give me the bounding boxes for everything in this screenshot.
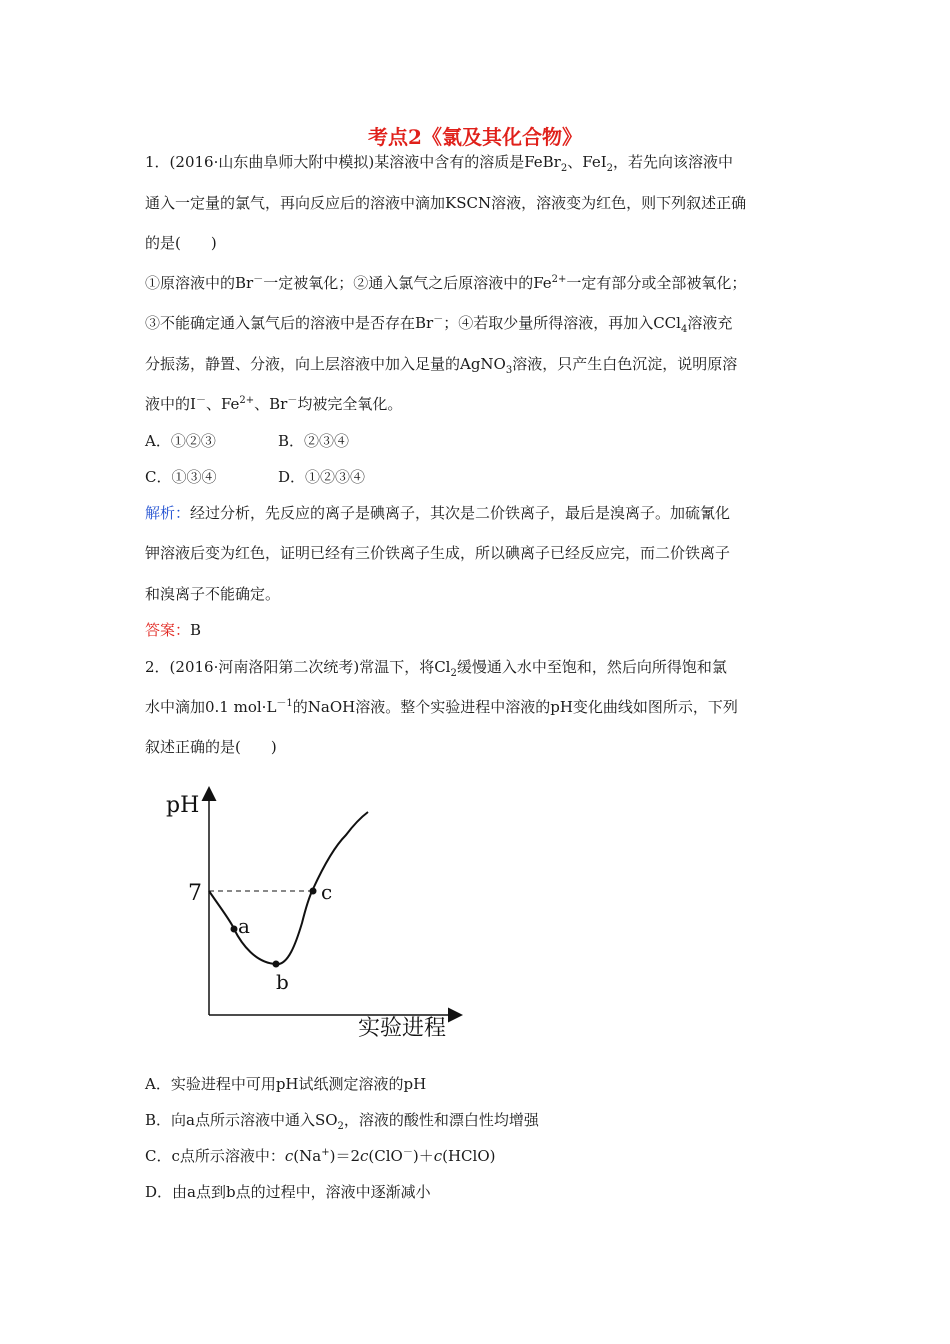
subscript: 4 — [680, 324, 688, 335]
q1-line-2: 通入一定量的氯气，再向反应后的溶液中滴加KSCN溶液，溶液变为红色，则下列叙述正确 — [145, 194, 747, 212]
q2-text: 水中滴加0.1 mol·L — [145, 698, 277, 716]
y-axis-label: pH — [166, 793, 200, 818]
q1-answer — [145, 620, 201, 640]
q1-text: 、Br — [254, 395, 288, 413]
italic-c: c — [284, 1147, 294, 1165]
q1-analysis-line-3: 和溴离子不能确定。 — [145, 585, 281, 603]
superscript: － — [253, 274, 264, 285]
superscript: 2+ — [551, 274, 567, 285]
q1-text: 、Fe — [205, 395, 240, 413]
superscript: － — [402, 1147, 413, 1158]
q1-text: ①原溶液中的Br — [145, 274, 254, 292]
q1-text: ③不能确定通入氯气后的溶液中是否存在Br — [145, 314, 434, 332]
q2-text: (ClO — [368, 1147, 403, 1165]
superscript: － — [433, 314, 444, 325]
q1-option-d: D．①②③④ — [278, 468, 366, 486]
q1-analysis-line-2: 钾溶液后变为红色，证明已经有三价铁离子生成，所以碘离子已经反应完，而二价铁离子 — [145, 544, 731, 562]
q2-option-d: D．由a点到b点的过程中，溶液中逐渐减小 — [145, 1183, 431, 1201]
q2-text: C．c点所示溶液中： — [145, 1147, 285, 1165]
q1-option-b: B．②③④ — [278, 432, 350, 450]
q1-text: 一定被氧化；②通入氯气之后原溶液中的Fe — [263, 274, 552, 292]
ph-curve — [209, 812, 368, 964]
q2-option-c — [145, 1146, 495, 1166]
q1-text: 均被完全氧化。 — [297, 395, 403, 413]
italic-c: c — [433, 1147, 443, 1165]
ph-curve-chart — [160, 775, 470, 1045]
point-c — [310, 888, 317, 895]
subscript: 3 — [505, 365, 513, 376]
q1-text: 1．(2016·山东曲阜师大附中模拟)某溶液中含有的溶质是FeBr — [145, 153, 561, 171]
superscript: －1 — [276, 698, 293, 709]
q2-text: )＝2 — [329, 1147, 361, 1165]
point-b-label: b — [276, 970, 289, 994]
q2-text: 缓慢通入水中至饱和，然后向所得饱和氯 — [456, 658, 727, 676]
q1-text: 一定有部分或全部被氧化； — [566, 274, 747, 292]
q1-line-4 — [145, 273, 746, 293]
q1-line-3: 的是( ) — [145, 234, 217, 252]
q2-line-3: 叙述正确的是( ) — [145, 738, 277, 756]
q2-text: (HClO) — [442, 1147, 496, 1165]
italic-c: c — [360, 1147, 369, 1165]
q2-text: )＋ — [412, 1147, 434, 1165]
point-a — [231, 926, 238, 933]
q1-line-1 — [145, 152, 733, 172]
analysis-label: 解析： — [145, 504, 191, 522]
point-c-label: c — [321, 880, 333, 904]
q2-option-a: A．实验进程中可用pH试纸测定溶液的pH — [145, 1075, 427, 1093]
q2-text: 2．(2016·河南洛阳第二次统考)常温下，将Cl — [145, 658, 451, 676]
q1-line-6 — [145, 354, 737, 374]
q2-text: (Na — [293, 1147, 322, 1165]
q2-option-b — [145, 1110, 539, 1130]
q2-line-1 — [145, 657, 727, 677]
reference-label: 7 — [188, 881, 202, 906]
subscript: 2 — [450, 668, 457, 679]
q2-line-2 — [145, 697, 738, 717]
q1-text: 液中的I — [145, 395, 196, 413]
page-title: 考点2《氯及其化合物》 — [368, 125, 582, 149]
analysis-text: 经过分析，先反应的离子是碘离子，其次是二价铁离子，最后是溴离子。加硫氰化 — [190, 504, 731, 522]
q1-analysis-line-1 — [145, 503, 730, 523]
subscript: 2 — [560, 163, 568, 174]
q2-text: ，溶液的酸性和漂白性均增强 — [343, 1111, 539, 1129]
q1-text: 溶液充 — [687, 314, 733, 332]
q1-text: 分振荡，静置、分液，向上层溶液中加入足量的AgNO — [145, 355, 506, 373]
q1-option-a: A．①②③ — [145, 432, 216, 450]
superscript: 2+ — [239, 395, 255, 406]
point-a-label: a — [238, 914, 250, 938]
q1-text: 、FeI — [567, 153, 607, 171]
answer-label: 答案： — [145, 621, 191, 639]
q1-text: ；④若取少量所得溶液，再加入CCl — [443, 314, 681, 332]
q1-option-c: C．①③④ — [145, 468, 217, 486]
superscript: － — [195, 395, 206, 406]
superscript: + — [321, 1147, 330, 1158]
q1-line-5 — [145, 313, 732, 333]
superscript: － — [287, 395, 298, 406]
subscript: 2 — [337, 1121, 344, 1132]
q1-text: ，若先向该溶液中 — [613, 153, 734, 171]
q1-line-7 — [145, 394, 402, 414]
q2-text: B．向a点所示溶液中通入SO — [145, 1111, 338, 1129]
subscript: 2 — [606, 163, 613, 174]
answer-value: B — [190, 621, 202, 639]
q2-text: 的NaOH溶液。整个实验进程中溶液的pH变化曲线如图所示，下列 — [292, 698, 738, 716]
point-b — [273, 961, 280, 968]
q1-text: 溶液，只产生白色沉淀，说明原溶 — [512, 355, 738, 373]
x-axis-label: 实验进程 — [358, 1016, 447, 1041]
